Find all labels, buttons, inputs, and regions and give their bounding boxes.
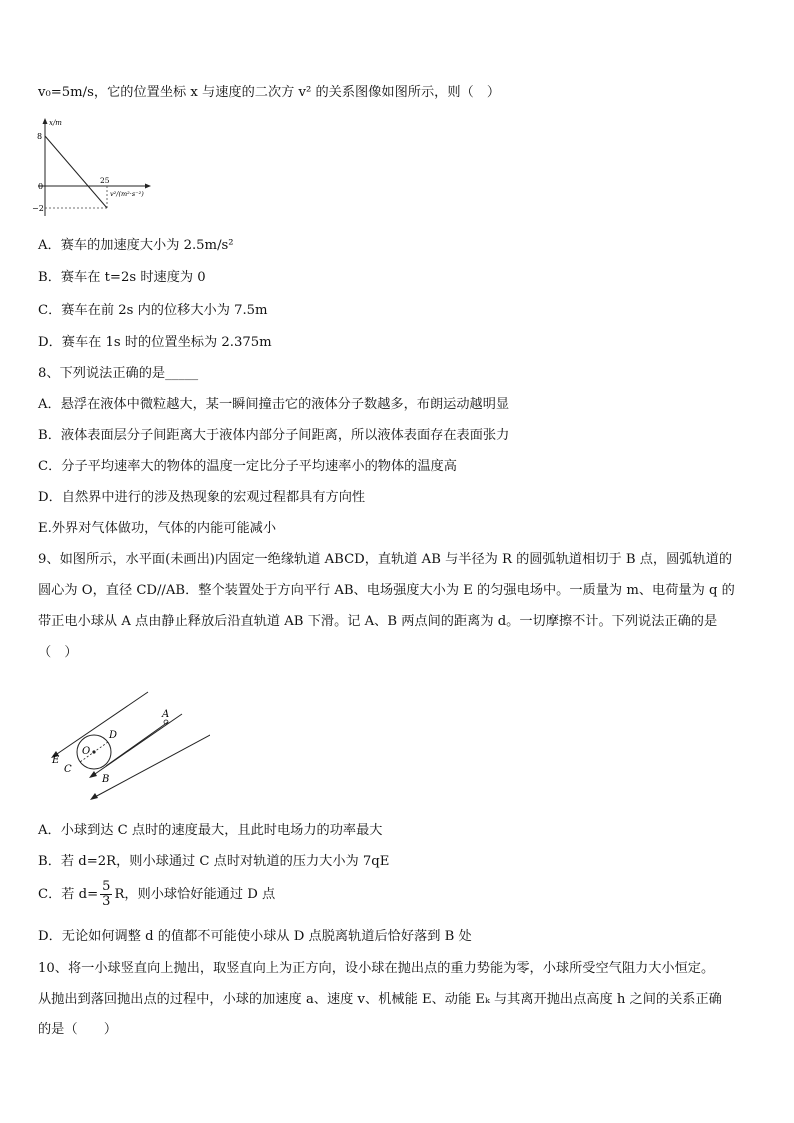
q7-x-v2-graph [30,116,160,216]
q10-line3: 的是（ ） [38,1022,118,1037]
q9-stem-line4: （ ） [38,645,78,660]
tick-0: 0 [38,182,44,191]
q7-option-d: D．赛车在 1s 时的位置坐标为 2.375m [38,335,272,350]
center-o-dot [92,750,95,753]
q9-option-c-prefix: C．若 d= [38,887,99,902]
q9-stem-line2: 圆心为 O，直径 CD//AB．整个装置处于方向平行 AB、电场强度大小为 E 的匀强电场中。一质量为 m、电荷量为 q 的 [38,583,735,598]
x-axis-arrow [145,184,151,189]
x-axis-label: v²/(m²·s⁻²) [110,190,144,198]
q9-option-c [38,878,275,912]
field-line-2 [92,714,182,776]
field-line-3 [93,734,210,798]
label-o: O [82,746,91,757]
field-line-3-arrow [90,793,98,800]
field-line-2-arrow [89,771,97,778]
label-a: A [162,709,170,720]
q9-option-d: D．无论如何调整 d 的值都不可能使小球从 D 点脱离轨道后恰好落到 B 处 [38,929,472,944]
q7-intro: v₀=5m/s，它的位置坐标 x 与速度的二次方 v² 的关系图像如图所示，则（ ） [38,85,501,100]
q10-line2: 从抛出到落回抛出点的过程中，小球的加速度 a、速度 v、机械能 E、动能 Eₖ 与其离开抛出点高度 h 之间的关系正确 [38,992,722,1007]
q8-option-d: D．自然界中进行的涉及热现象的宏观过程都具有方向性 [38,490,366,505]
y-axis-label: x/m [49,119,62,127]
y-axis-arrow [43,118,48,124]
q8-option-c: C．分子平均速率大的物体的温度一定比分子平均速率小的物体的温度高 [38,459,457,474]
tick-8: 8 [37,132,43,141]
q8-option-a: A．悬浮在液体中微粒越大，某一瞬间撞击它的液体分子数越多，布朗运动越明显 [38,397,510,412]
q8-stem: 8、下列说法正确的是_____ [38,366,199,381]
fraction-denominator: 3 [102,894,111,909]
q7-option-b: B．赛车在 t=2s 时速度为 0 [38,270,206,285]
label-e: E [52,755,60,766]
tick-neg2: −2 [32,204,44,213]
q7-option-a: A．赛车的加速度大小为 2.5m/s² [38,238,234,253]
q9-option-c-suffix: R，则小球恰好能通过 D 点 [114,887,276,902]
fraction-5-3 [100,880,112,909]
label-b: B [102,774,110,785]
q9-stem-line1: 9、如图所示，水平面(未画出)内固定一绝缘轨道 ABCD，直轨道 AB 与半径为 R 的圆弧轨道相切于 B 点，圆弧轨道的 [38,552,733,567]
q9-track-figure [40,690,210,810]
track-ab [106,722,168,766]
tick-25: 25 [100,176,110,185]
q9-option-a: A．小球到达 C 点时的速度最大，且此时电场力的功率最大 [38,823,383,838]
graph-line [45,136,107,208]
fraction-numerator: 5 [102,879,111,894]
q9-stem-line3: 带正电小球从 A 点由静止释放后沿直轨道 AB 下滑。记 A、B 两点间的距离为 d。一切摩擦不计。下列说法正确的是 [38,614,718,629]
q8-option-b: B．液体表面层分子间距离大于液体内部分子间距离，所以液体表面存在表面张力 [38,428,510,443]
q7-option-c: C．赛车在前 2s 内的位移大小为 7.5m [38,303,268,318]
q10-line1: 10、将一小球竖直向上抛出，取竖直向上为正方向，设小球在抛出点的重力势能为零，小球所受空气阻力大小恒定。 [38,961,715,976]
label-d: D [109,730,118,741]
q9-option-b: B．若 d=2R，则小球通过 C 点时对轨道的压力大小为 7qE [38,854,390,869]
q8-option-e: E.外界对气体做功，气体的内能可能减小 [38,521,277,536]
label-c: C [64,764,72,775]
